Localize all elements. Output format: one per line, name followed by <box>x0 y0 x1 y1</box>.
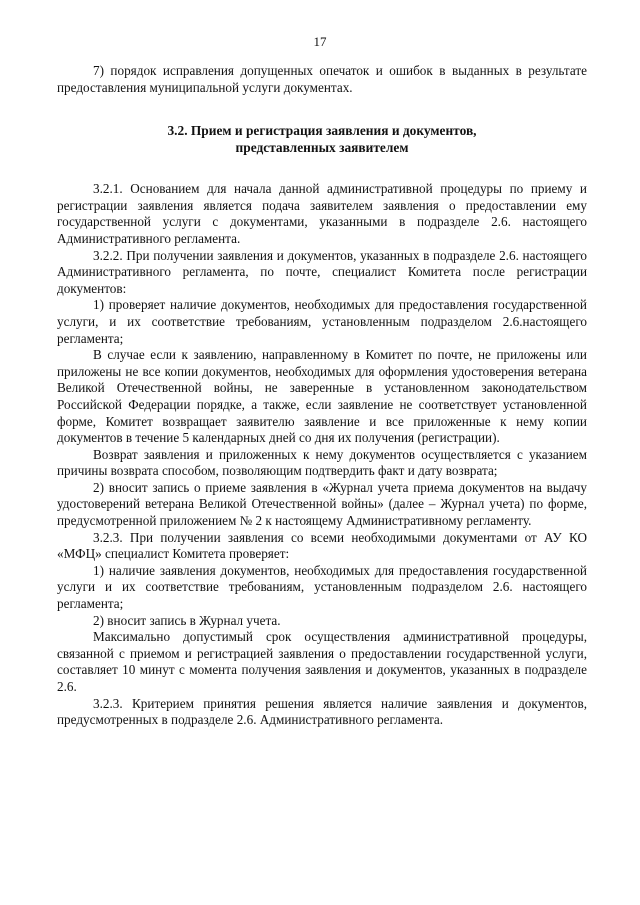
paragraph-decision-criterion: 3.2.3. Критерием принятия решения является наличие заявления и документов, предусмотренных в подразделе 2.6. Административного регламента. <box>57 695 587 728</box>
paragraph-return-case: В случае если к заявлению, направленному в Комитет по почте, не приложены или приложены не все копии документов, необходимых для оформления удостоверения ветерана Великой Отечественной войны, не заверенные в установленном законодательством Российской Федерации порядке, а также, если заявление не соответствует установленной форме, Комитет возвращает заявителю заявление и все приложенные к нему копии документов в течение 5 календарных дней со дня их получения (регистрации). <box>57 347 587 446</box>
page-number: 17 <box>313 34 327 49</box>
paragraph-check-documents: 1) проверяет наличие документов, необходимых для предоставления государственной услуги, и их соответствие требованиям, установленным подразделом 2.6.настоящего регламента; <box>57 297 587 346</box>
paragraph-journal-record: 2) вносит запись в Журнал учета. <box>93 612 281 628</box>
section-title-line-2: представленных заявителем <box>235 140 409 156</box>
paragraph-max-duration: Максимально допустимый срок осуществления административной процедуры, связанной с приемом и регистрацией заявления о предоставлении государственной услуги, составляет 10 минут с момента получения заявления и документов, указанных в подразделе 2.6. <box>57 629 587 694</box>
paragraph-3-2-1: 3.2.1. Основанием для начала данной административной процедуры по приему и регистрации заявления является подача заявителем заявления о предоставлении ему государственной услуги с документами, указанными в подразделе 2.6. настоящего Административного регламента. <box>57 181 587 246</box>
section-title-line-1: 3.2. Прием и регистрация заявления и документов, <box>167 123 477 139</box>
paragraph-3-2-3-mfc: 3.2.3. При получении заявления со всеми необходимыми документами от АУ КО «МФЦ» специалист Комитета проверяет: <box>57 529 587 562</box>
paragraph-journal-entry: 2) вносит запись о приеме заявления в «Журнал учета приема документов на выдачу удостоверений ветерана Великой Отечественной войны» (далее – Журнал учета) по форме, предусмотренной приложением № 2 к настоящему Административному регламенту. <box>57 479 587 529</box>
section-title <box>57 122 587 156</box>
document-body <box>57 63 587 729</box>
paragraph-3-2-2: 3.2.2. При получении заявления и документов, указанных в подразделе 2.6. настоящего Административного регламента, по почте, специалист Комитета после регистрации документов: <box>57 247 587 296</box>
paragraph-return-procedure: Возврат заявления и приложенных к нему документов осуществляется с указанием причины возврата способом, позволяющим подтвердить факт и дату возврата; <box>57 446 587 479</box>
paragraph-check-mfc-documents: 1) наличие заявления документов, необходимых для предоставления государственной услуги и их соответствие требованиям, установленным подразделом 2.6. настоящего регламента; <box>57 562 587 612</box>
paragraph-item-7: 7) порядок исправления допущенных опечаток и ошибок в выданных в результате предоставления муниципальной услуги документах. <box>57 63 587 95</box>
